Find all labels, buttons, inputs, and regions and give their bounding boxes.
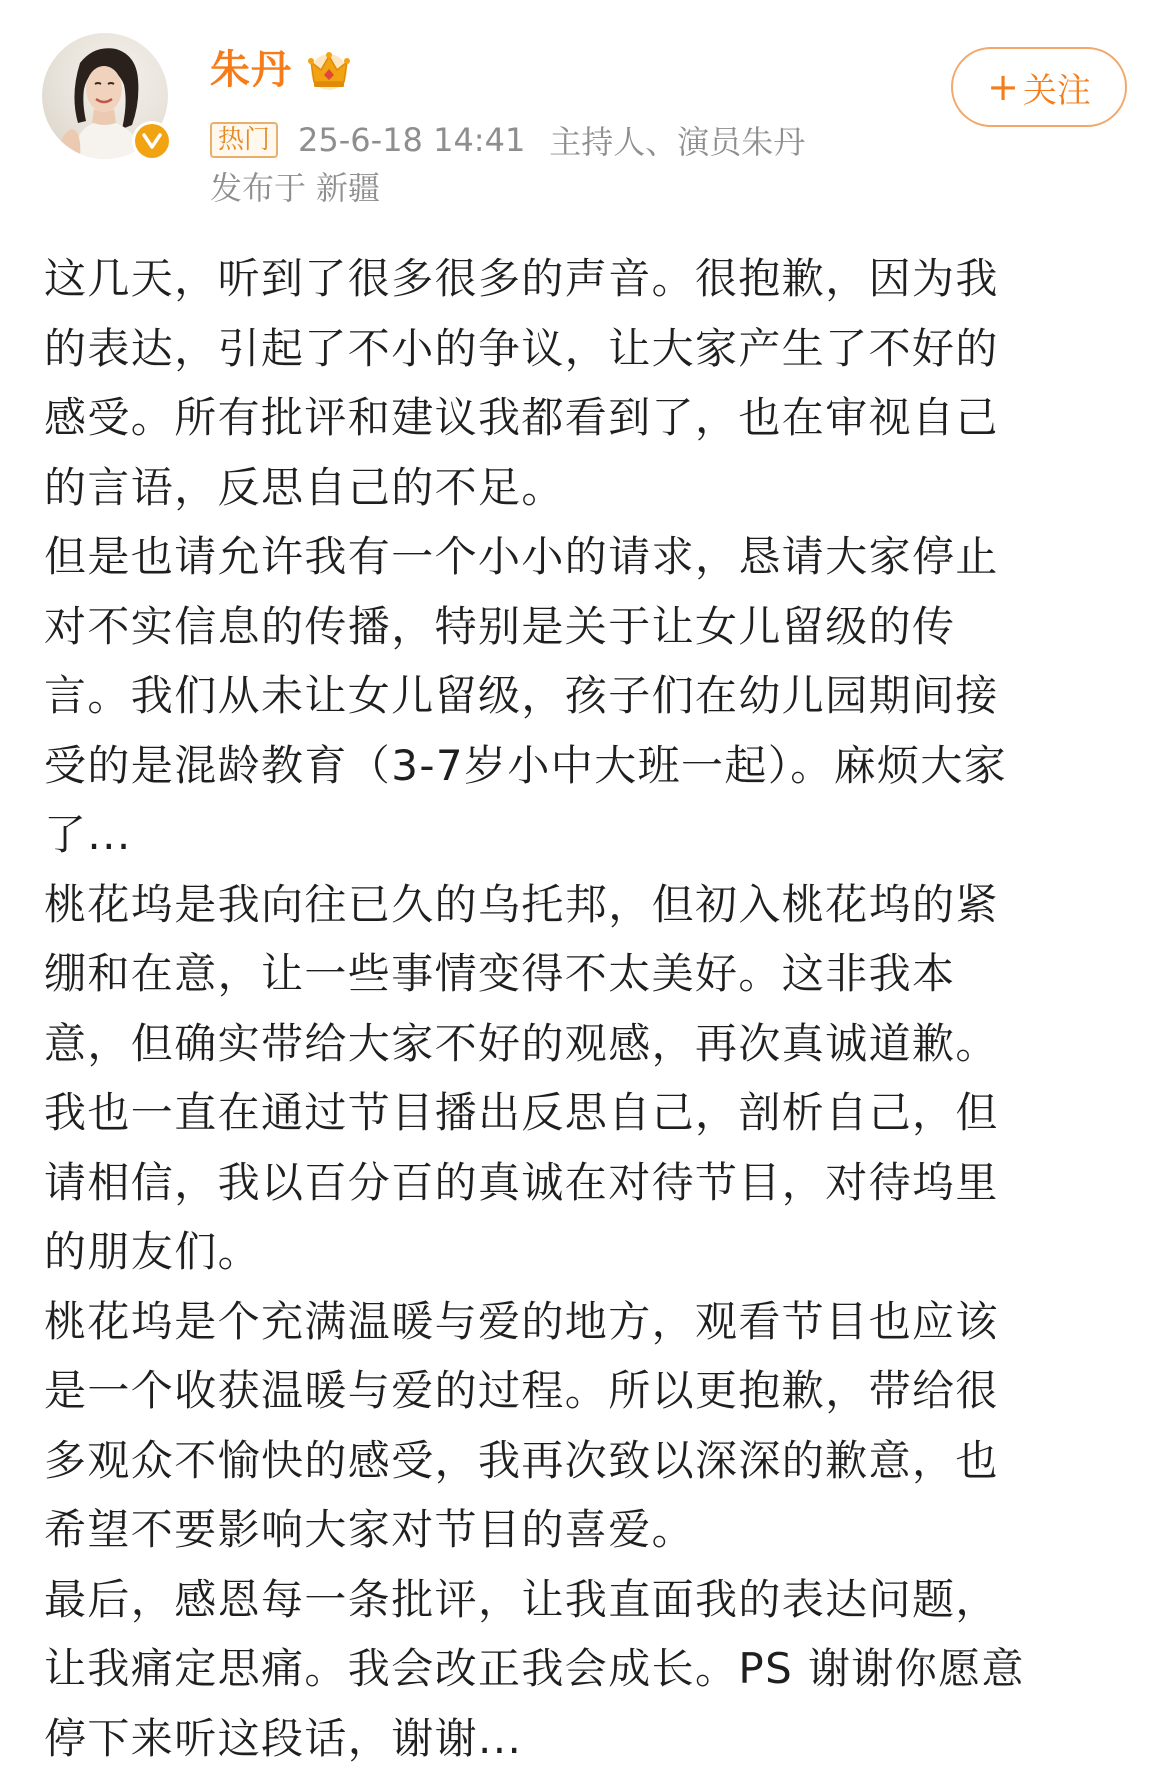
post-line: 这几天，听到了很多很多的声音。很抱歉，因为我 xyxy=(44,254,999,303)
post-line: 的言语，反思自己的不足。 xyxy=(44,462,565,512)
post-line: 意，但确实带给大家不好的观感，再次真诚道歉。 xyxy=(44,1018,999,1068)
post-line: 桃花坞是我向往已久的乌托邦，但初入桃花坞的紧 xyxy=(44,879,999,929)
plus-icon: + xyxy=(987,65,1019,109)
post-line: 我也一直在通过节目播出反思自己，剖析自己，但 xyxy=(44,1088,999,1137)
post-line: 感受。所有批评和建议我都看到了，也在审视自己 xyxy=(44,393,999,442)
post-line: 最后，感恩每一条批评，让我直面我的表达问题， xyxy=(44,1574,999,1624)
post-line: 希望不要影响大家对节目的喜爱。 xyxy=(44,1505,696,1554)
post-content xyxy=(44,244,1134,1773)
post-timestamp: 25-6-18 14:41 xyxy=(298,121,526,159)
post-line: 了... xyxy=(44,810,132,859)
location-value: 新疆 xyxy=(316,169,381,207)
post-line: 桃花坞是个充满温暖与爱的地方，观看节目也应该 xyxy=(44,1296,999,1346)
avatar[interactable] xyxy=(42,33,168,159)
follow-button-label: 关注 xyxy=(1022,70,1091,111)
verified-v-icon xyxy=(132,121,172,161)
post-location xyxy=(210,166,380,210)
post-line: 对不实信息的传播，特别是关于让女儿留级的传 xyxy=(44,601,956,651)
post-header xyxy=(0,0,1170,210)
post-line: 让我痛定思痛。我会改正我会成长。PS 谢谢你愿意 xyxy=(44,1644,1025,1693)
post-line: 的表达，引起了不小的争议，让大家产生了不好的 xyxy=(44,323,999,373)
crown-icon xyxy=(306,48,352,92)
post-line: 多观众不愉快的感受，我再次致以深深的歉意，也 xyxy=(44,1435,999,1485)
author-title: 主持人、演员朱丹 xyxy=(549,123,806,161)
post-line: 但是也请允许我有一个小小的请求，恳请大家停止 xyxy=(44,532,999,581)
author-name[interactable]: 朱丹 xyxy=(210,47,292,93)
post-line: 停下来听这段话，谢谢... xyxy=(44,1713,523,1763)
location-prefix: 发布于 xyxy=(210,169,307,207)
post-line: 受的是混龄教育（3-7岁小中大班一起）。麻烦大家 xyxy=(44,740,1008,790)
post-line: 请相信，我以百分百的真诚在对待节目，对待坞里 xyxy=(44,1157,999,1207)
post-line: 绷和在意，让一些事情变得不太美好。这非我本 xyxy=(44,949,956,998)
post-meta xyxy=(210,118,805,162)
post-text xyxy=(44,244,1134,1773)
post-line: 是一个收获温暖与爱的过程。所以更抱歉，带给很 xyxy=(44,1366,999,1415)
follow-button[interactable] xyxy=(951,47,1127,127)
hot-badge: 热门 xyxy=(210,122,278,158)
post-line: 的朋友们。 xyxy=(44,1227,262,1276)
post-line: 言。我们从未让女儿留级，孩子们在幼儿园期间接 xyxy=(44,671,999,720)
